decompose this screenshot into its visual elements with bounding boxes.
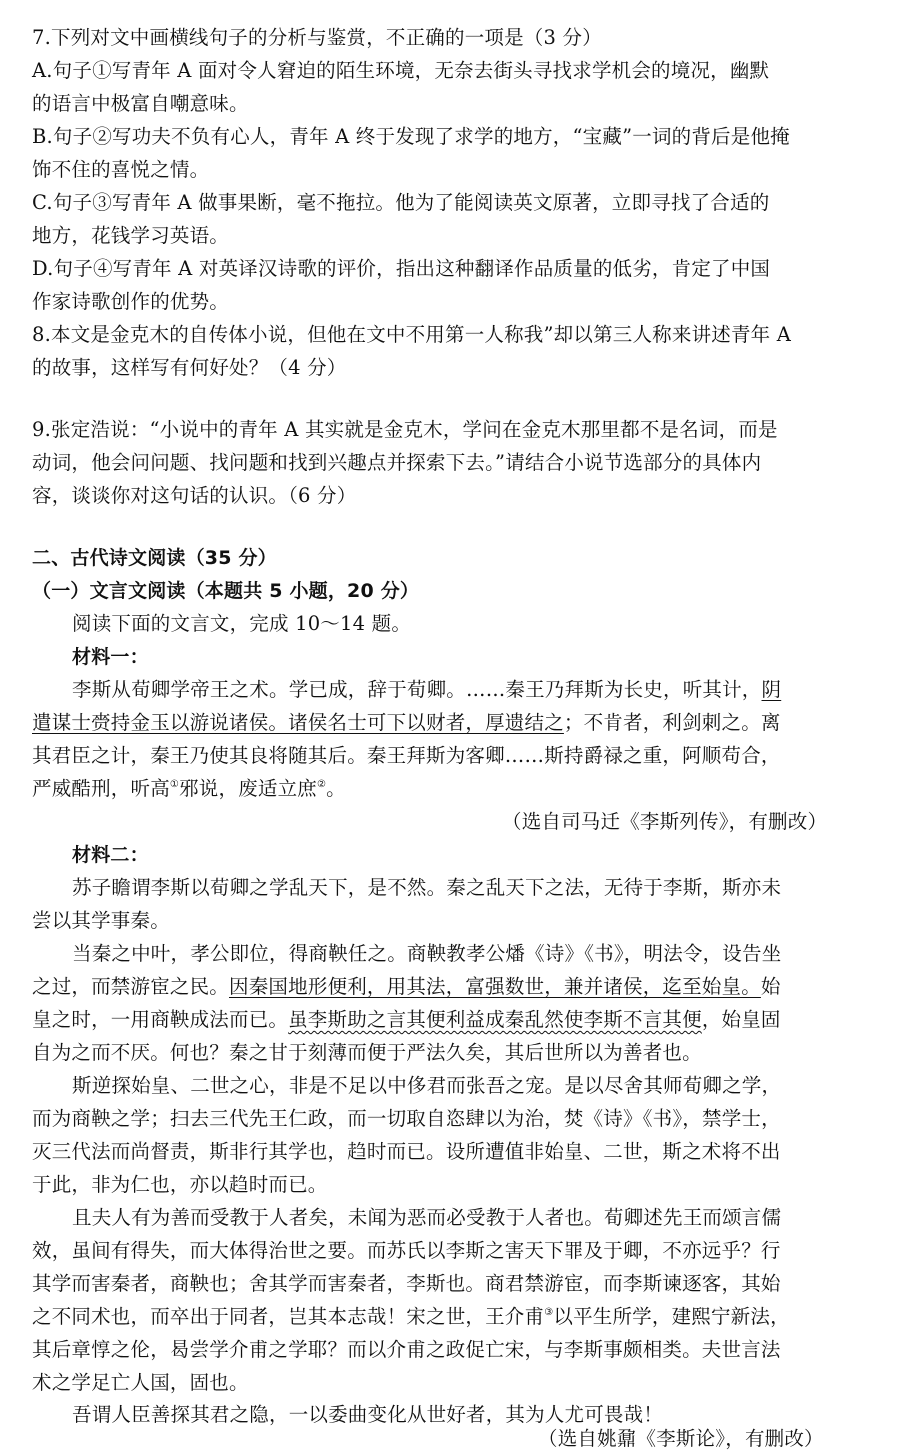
section-title: 二、古代诗文阅读（35 分）	[32, 547, 277, 569]
material-1-line1	[72, 675, 781, 705]
material-2-p4-line4	[32, 1302, 790, 1332]
q7-option-b-line2: 饰不住的喜悦之情。	[32, 158, 210, 181]
material-2-p3-line1: 斯逆探始皇、二世之心，非是不足以中侈君而张吾之宠。是以尽舍其师荀卿之学，	[72, 1074, 782, 1097]
q7-option-d-line1: D.句子④写青年 A 对英译汉诗歌的评价，指出这种翻译作品质量的低劣，肯定了中国	[32, 257, 771, 280]
material-2-p1-line1: 苏子瞻谓李斯以荀卿之学乱天下，是不然。秦之乱天下之法，无待于李斯，斯亦未	[72, 876, 782, 899]
material-1-label: 材料一：	[72, 646, 149, 668]
material-2-p4-line2: 效，虽间有得失，而大体得治世之要。而苏氏以李斯之害天下罪及于卿，不亦远乎？行	[32, 1239, 781, 1262]
q7-option-c-line2: 地方，花钱学习英语。	[32, 224, 230, 247]
material-2-p3-line4: 于此，非为仁也，亦以趋时而已。	[32, 1173, 328, 1196]
q9-line3: 容，谈谈你对这句话的认识。（6 分）	[32, 484, 357, 507]
material-2-p4-line1: 且夫人有为善而受教于人者矣，未闻为恶而必受教于人者也。荀卿述先王而颂言儒	[72, 1206, 782, 1229]
q8-line2: 的故事，这样写有何好处？（4 分）	[32, 356, 347, 379]
material-2-p3-line2: 而为商鞅之学；扫去三代先王仁政，而一切取自恣肆以为治，焚《诗》《书》，禁学士，	[32, 1107, 781, 1130]
q9-line1: 9.张定浩说：“小说中的青年 A 其实就是金克木，学问在金克木那里都不是名词，而是	[32, 418, 778, 441]
material-2-p5: 吾谓人臣善探其君之隐，一以委曲变化从世好者，其为人尤可畏哉！	[72, 1403, 664, 1426]
material-2-text: ，始皇固	[701, 1008, 781, 1031]
material-1-text: 李斯从荀卿学帝王之术。学已成，辞于荀卿。……秦王乃拜斯为长史，听其计，	[72, 678, 762, 701]
footnote-marker-3: ③	[544, 1307, 554, 1318]
footnote-marker-1: ①	[169, 779, 180, 790]
q7-option-a-line1: A.句子①写青年 A 面对令人窘迫的陌生环境，无奈去街头寻找求学机会的境况，幽默	[32, 59, 770, 82]
underlined-sentence-start: 阴	[761, 678, 782, 701]
material-1-text: 严威酷刑，听高	[32, 777, 170, 800]
material-2-p2-line1: 当秦之中叶，孝公即位，得商鞅任之。商鞅教孝公燔《诗》《书》，明法令，设告坐	[72, 942, 782, 965]
material-1-source: （选自司马迁《李斯列传》，有删改）	[502, 810, 828, 833]
q9-line2: 动词，他会问问题、找问题和找到兴趣点并探索下去。”请结合小说节选部分的具体内	[32, 451, 762, 474]
underlined-sentence: 遣谋士赍持金玉以游说诸侯。诸侯名士可下以财者，厚遗结之	[32, 711, 564, 734]
material-2-source: （选自姚鼐《李斯论》，有删改）	[538, 1427, 824, 1450]
material-2-p1-line2: 尝以其学事秦。	[32, 909, 170, 932]
material-2-text: 之不同术也，而卒出于同者，岂其本志哉！宋之世，王介甫	[32, 1305, 545, 1328]
material-2-p4-line6: 术之学足亡人国，固也。	[32, 1371, 249, 1394]
material-1-line3: 其君臣之计，秦王乃使其良将随其后。秦王拜斯为客卿……斯持爵禄之重，阿顺苟合，	[32, 744, 781, 767]
material-2-label: 材料二：	[72, 844, 149, 866]
wavy-underlined-sentence: 虽李斯助之言其便利益成秦乱然使李斯不言其便	[288, 1008, 702, 1031]
footnote-marker-2: ②	[316, 779, 327, 790]
subsection-title: （一）文言文阅读（本题共 5 小题，20 分）	[32, 580, 420, 602]
material-2-p4-line3: 其学而害秦者，商鞅也；舍其学而害秦者，李斯也。商君禁游宦，而李斯谏逐客，其始	[32, 1272, 781, 1295]
material-2-p3-line3: 灭三代法而尚督责，斯非行其学也，趋时而已。设所遭值非始皇、二世，斯之术将不出	[32, 1140, 781, 1163]
q7-stem: 7.下列对文中画横线句子的分析与鉴赏，不正确的一项是（3 分）	[32, 26, 602, 49]
q7-option-c-line1: C.句子③写青年 A 做事果断，毫不拖拉。他为了能阅读英文原著，立即寻找了合适的	[32, 191, 770, 214]
material-1-text: 。	[326, 777, 346, 800]
material-2-text: 以平生所学，建熙宁新法，	[553, 1305, 790, 1328]
q7-option-d-line2: 作家诗歌创作的优势。	[32, 290, 230, 313]
material-2-p2-line3	[32, 1005, 781, 1035]
material-1-text: 邪说，废适立庶	[179, 777, 317, 800]
material-1-line4	[32, 774, 346, 804]
material-2-p2-line4: 自为之而不厌。何也？秦之甘于刻薄而便于严法久矣，其后世所以为善者也。	[32, 1041, 702, 1064]
material-2-p4-line5: 其后章惇之伦，曷尝学介甫之学耶？而以介甫之政促亡宋，与李斯事颇相类。夫世言法	[32, 1338, 781, 1361]
material-2-text: 皇之时，一用商鞅成法而已。	[32, 1008, 289, 1031]
material-2-text: 始	[760, 975, 781, 998]
underlined-sentence: 因秦国地形便利，用其法，富强数世，兼并诸侯，迄至始皇。	[229, 975, 761, 998]
material-2-text: 之过，而禁游宦之民。	[32, 975, 230, 998]
reading-instruction: 阅读下面的文言文，完成 10～14 题。	[72, 612, 412, 635]
material-1-line2	[32, 708, 781, 738]
material-2-p2-line2	[32, 972, 781, 1002]
q8-line1: 8.本文是金克木的自传体小说，但他在文中不用第一人称我”却以第三人称来讲述青年 A	[32, 323, 792, 346]
q7-option-b-line1: B.句子②写功夫不负有心人，青年 A 终于发现了求学的地方，“宝藏”一词的背后是他掩	[32, 125, 790, 148]
q7-option-a-line2: 的语言中极富自嘲意味。	[32, 92, 249, 115]
material-1-text: ；不肯者，利剑刺之。离	[563, 711, 781, 734]
